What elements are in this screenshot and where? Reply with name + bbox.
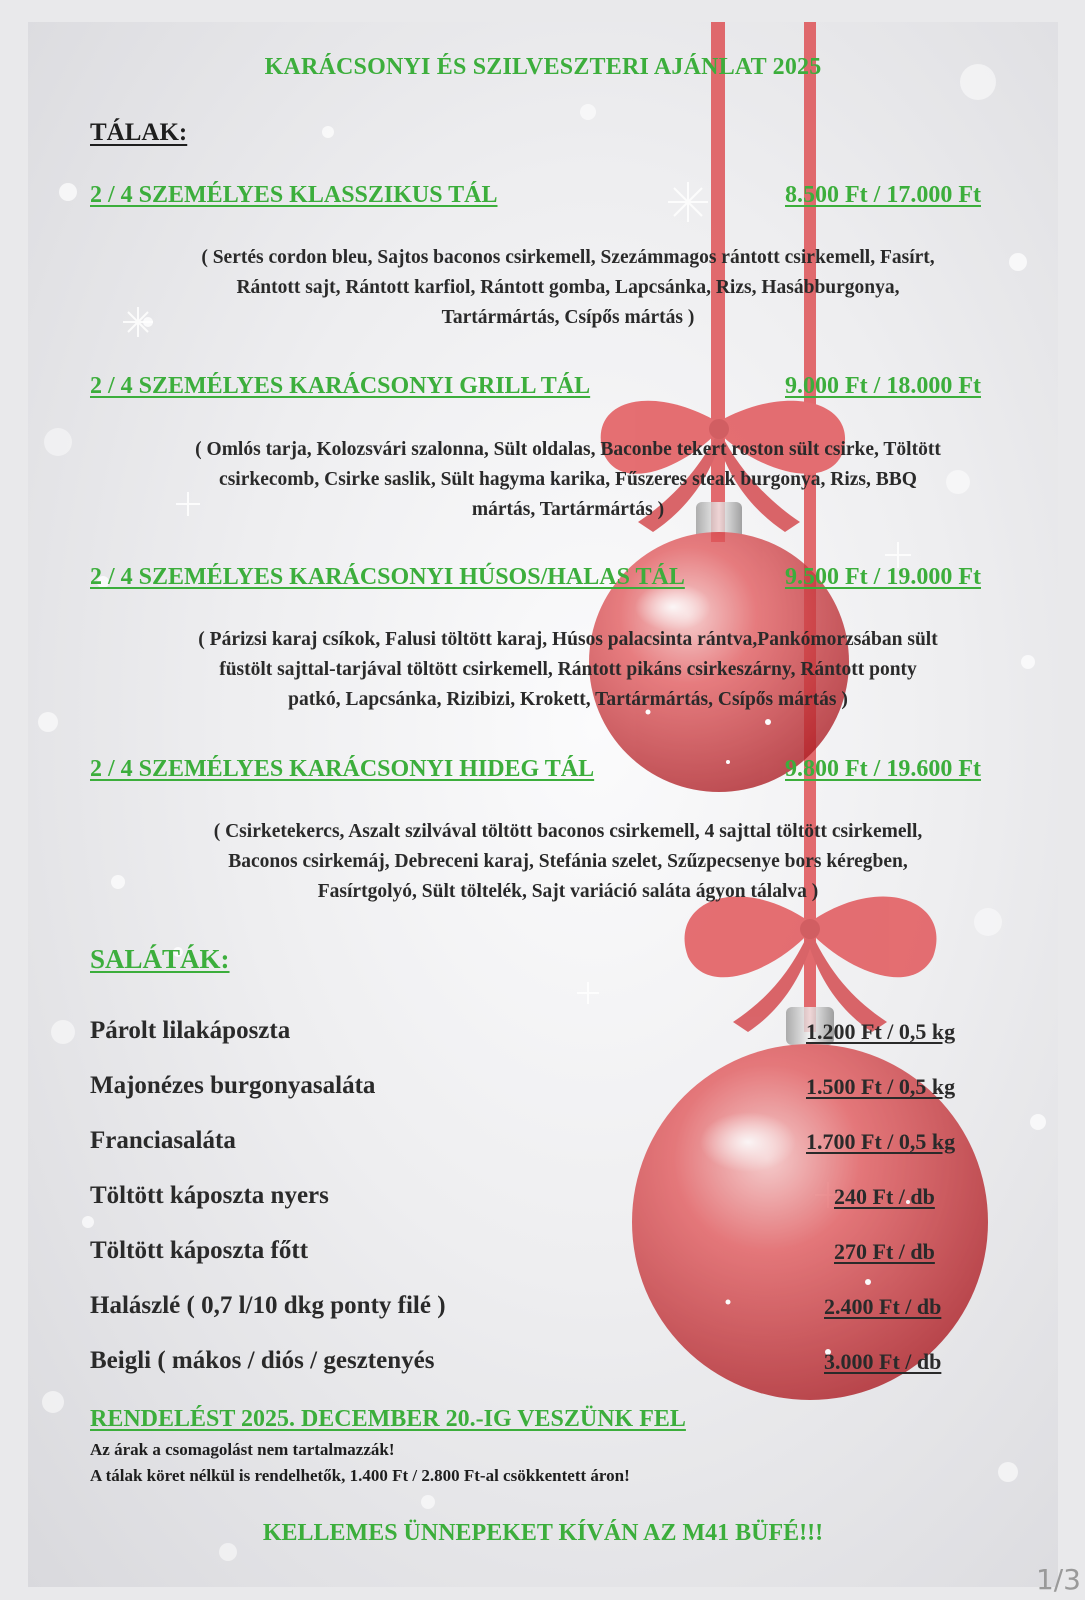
platter-price: 9.500 Ft / 19.000 Ft (785, 564, 981, 590)
content-layer (28, 22, 1058, 1587)
salad-price: 1.500 Ft / 0,5 kg (806, 1074, 956, 1099)
page-indicator: 1/3 (1035, 1563, 1081, 1596)
description-line: ( Csirketekercs, Aszalt szilvával töltött baconos csirkemell, 4 sajttal töltött csirkemell, (213, 821, 923, 842)
description-line: Baconos csirkemáj, Debreceni karaj, Stefánia szelet, Szűzpecsenye bors kéregben, (228, 851, 908, 872)
platter-description (78, 625, 1058, 715)
platter-description (78, 243, 1058, 333)
order-deadline: RENDELÉST 2025. DECEMBER 20.-IG VESZÜNK FEL (90, 1406, 686, 1432)
salad-name: Töltött káposzta főtt (90, 1237, 309, 1264)
description-line: Fasírtgolyó, Sült töltelék, Sajt variáció saláta ágyon tálalva ) (317, 881, 819, 902)
description-line: füstölt sajttal-tarjával töltött csirkemell, Rántott pikáns csirkeszárny, Rántott ponty (219, 659, 917, 680)
salad-price: 2.400 Ft / db (824, 1294, 942, 1319)
platter-name: 2 / 4 SZEMÉLYES KARÁCSONYI HIDEG TÁL (90, 756, 595, 782)
salad-price: 1.200 Ft / 0,5 kg (806, 1019, 956, 1044)
greeting: KELLEMES ÜNNEPEKET KÍVÁN AZ M41 BÜFÉ!!! (262, 1520, 824, 1546)
description-line: Tartármártás, Csípős mártás ) (441, 307, 695, 328)
platter-name: 2 / 4 SZEMÉLYES KARÁCSONYI HÚSOS/HALAS TÁL (90, 564, 685, 590)
description-line: csirkecomb, Csirke saslik, Sült hagyma karika, Fűszeres steak burgonya, Rizs, BBQ (219, 469, 917, 490)
salad-name: Majonézes burgonyasaláta (90, 1072, 376, 1099)
platters-heading: TÁLAK: (90, 119, 188, 146)
platter-price: 9.800 Ft / 19.600 Ft (785, 756, 981, 782)
description-line: Rántott sajt, Rántott karfiol, Rántott gomba, Lapcsánka, Rizs, Hasábburgonya, (236, 277, 900, 298)
description-line: mártás, Tartármártás ) (471, 499, 665, 520)
platter-price: 9.000 Ft / 18.000 Ft (785, 373, 981, 399)
description-line: patkó, Lapcsánka, Rizibizi, Krokett, Tartármártás, Csípős mártás ) (288, 689, 848, 710)
salads-heading: SALÁTÁK: (90, 944, 230, 974)
salad-name: Franciasaláta (90, 1127, 236, 1154)
salad-name: Halászlé ( 0,7 l/10 dkg ponty filé ) (90, 1292, 446, 1319)
salad-price: 270 Ft / db (834, 1239, 935, 1264)
platter-price: 8.500 Ft / 17.000 Ft (785, 182, 981, 208)
salad-price: 3.000 Ft / db (824, 1349, 942, 1374)
description-line: ( Sertés cordon bleu, Sajtos baconos csirkemell, Szezámmagos rántott csirkemell, Fasírt, (201, 247, 935, 268)
platter-name: 2 / 4 SZEMÉLYES KLASSZIKUS TÁL (90, 182, 498, 208)
flyer-page (28, 22, 1058, 1587)
platter-description (78, 435, 1058, 525)
salad-price: 240 Ft / db (834, 1184, 935, 1209)
salad-name: Párolt lilakáposzta (90, 1017, 291, 1044)
salad-price: 1.700 Ft / 0,5 kg (806, 1129, 956, 1154)
platter-name: 2 / 4 SZEMÉLYES KARÁCSONYI GRILL TÁL (90, 373, 591, 399)
description-line: ( Párizsi karaj csíkok, Falusi töltött karaj, Húsos palacsinta rántva,Pankómorzsában sült (198, 629, 938, 650)
salad-name: Töltött káposzta nyers (90, 1182, 329, 1209)
note-line: A tálak köret nélkül is rendelhetők, 1.400 Ft / 2.800 Ft-al csökkentett áron! (90, 1466, 630, 1485)
salad-name: Beigli ( mákos / diós / gesztenyés (90, 1347, 435, 1374)
platter-description (78, 817, 1058, 907)
note-line: Az árak a csomagolást nem tartalmazzák! (90, 1440, 395, 1459)
page-title: KARÁCSONYI ÉS SZILVESZTERI AJÁNLAT 2025 (264, 54, 822, 80)
description-line: ( Omlós tarja, Kolozsvári szalonna, Sült oldalas, Baconbe tekert roston sült csirke, Töltött (195, 439, 941, 460)
